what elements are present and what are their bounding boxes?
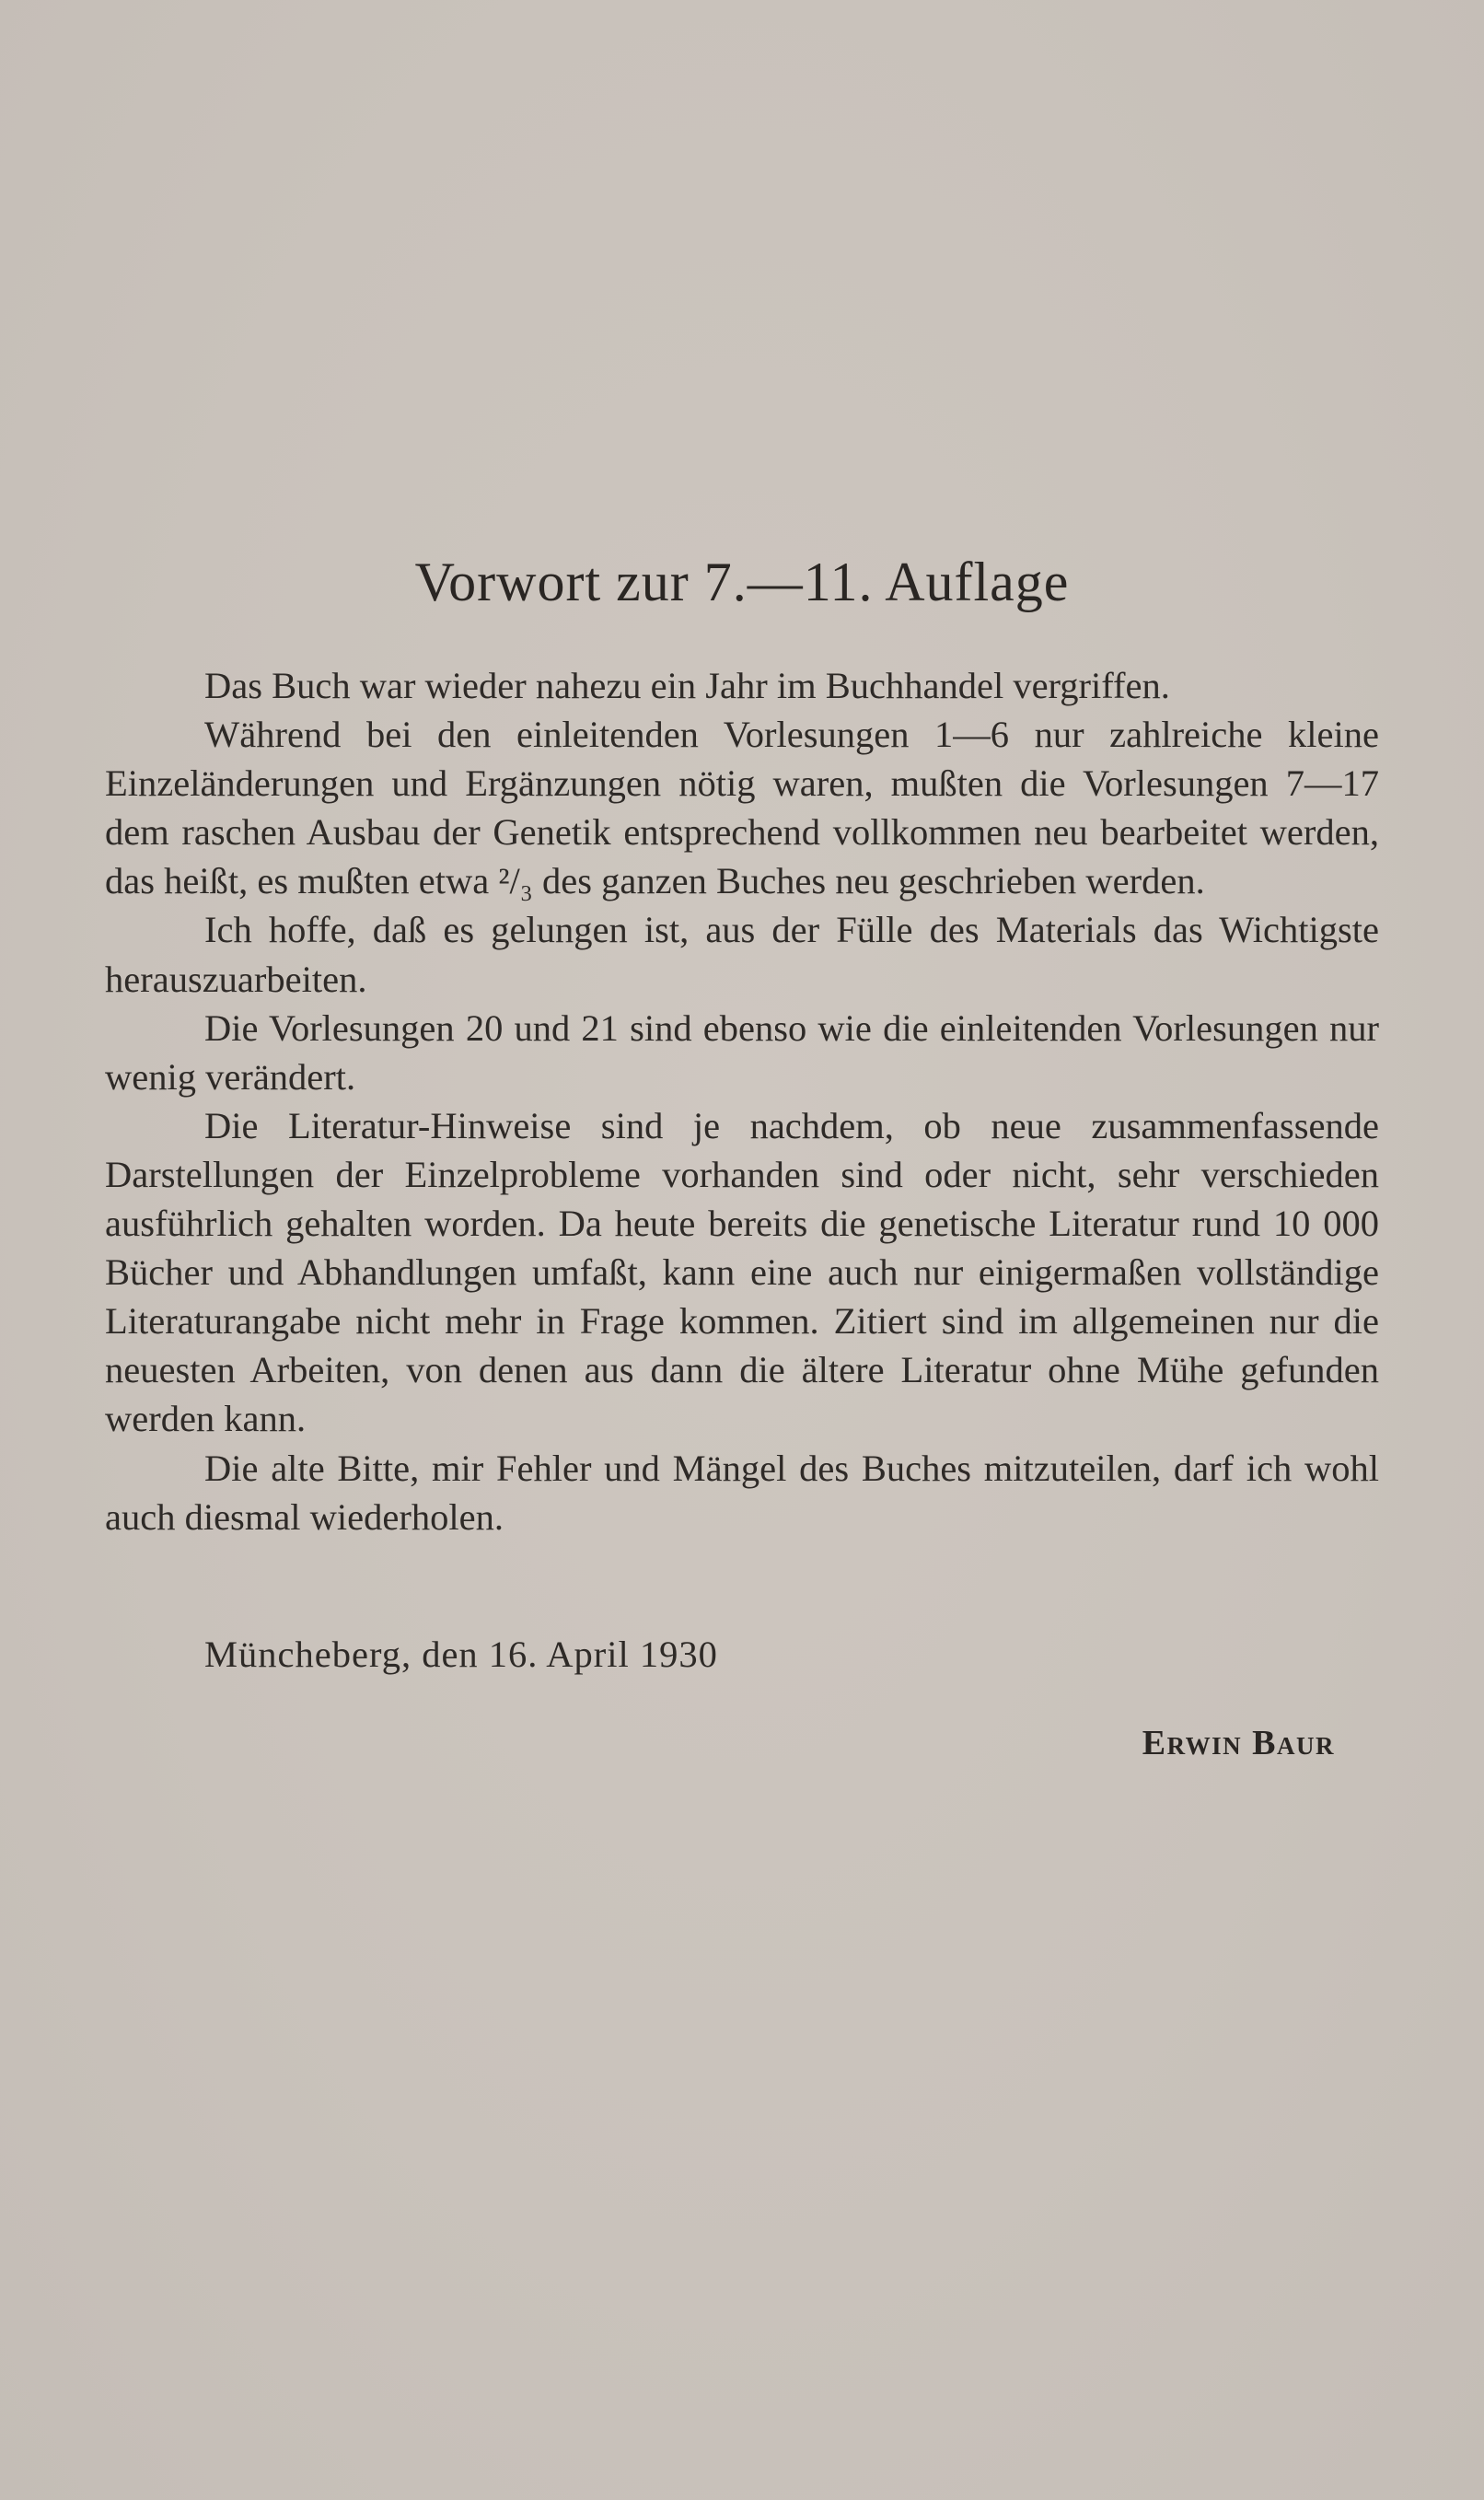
paragraph: Während bei den einleitenden Vorlesungen 1—6 nur zahlreiche kleine Einzeländerungen und Ergänzungen nötig waren, mußten die Vorlesungen 7—17 dem raschen Ausbau der Genetik entsprechend vollkommen neu bearbeitet werden, das heißt, es mußten etwa ²/₃ des ganzen Buches neu geschrieben werden.: [105, 714, 1379, 902]
author-signature: Erwin Baur: [1142, 1724, 1335, 1762]
preface-body: [105, 661, 1379, 1541]
paragraph: Die Literatur-Hinweise sind je nachdem, ob neue zusammenfassende Darstellungen der Einzelprobleme vorhanden sind oder nicht, sehr verschieden ausführlich gehalten worden. Da heute bereits die genetische Literatur rund 10 000 Bücher und Abhandlungen umfaßt, kann eine auch nur einigermaßen vollständige Literaturangabe nicht mehr in Frage kommen. Zitiert sind im allgemeinen nur die neuesten Arbeiten, von denen aus dann die ältere Literatur ohne Mühe gefunden werden kann.: [105, 1104, 1379, 1440]
place-and-date: Müncheberg, den 16. April 1930: [204, 1634, 718, 1675]
paragraph: Ich hoffe, daß es gelungen ist, aus der Fülle des Materials das Wichtigste herauszuarbeiten.: [105, 909, 1379, 1000]
paragraph: Die alte Bitte, mir Fehler und Mängel des Buches mitzuteilen, darf ich wohl auch diesmal wiederholen.: [105, 1447, 1379, 1538]
page-title: Vorwort zur 7.—11. Auflage: [414, 552, 1070, 612]
paragraph: Das Buch war wieder nahezu ein Jahr im Buchhandel vergriffen.: [204, 665, 1170, 706]
paragraph: Die Vorlesungen 20 und 21 sind ebenso wie die einleitenden Vorlesungen nur wenig verändert.: [105, 1006, 1379, 1098]
